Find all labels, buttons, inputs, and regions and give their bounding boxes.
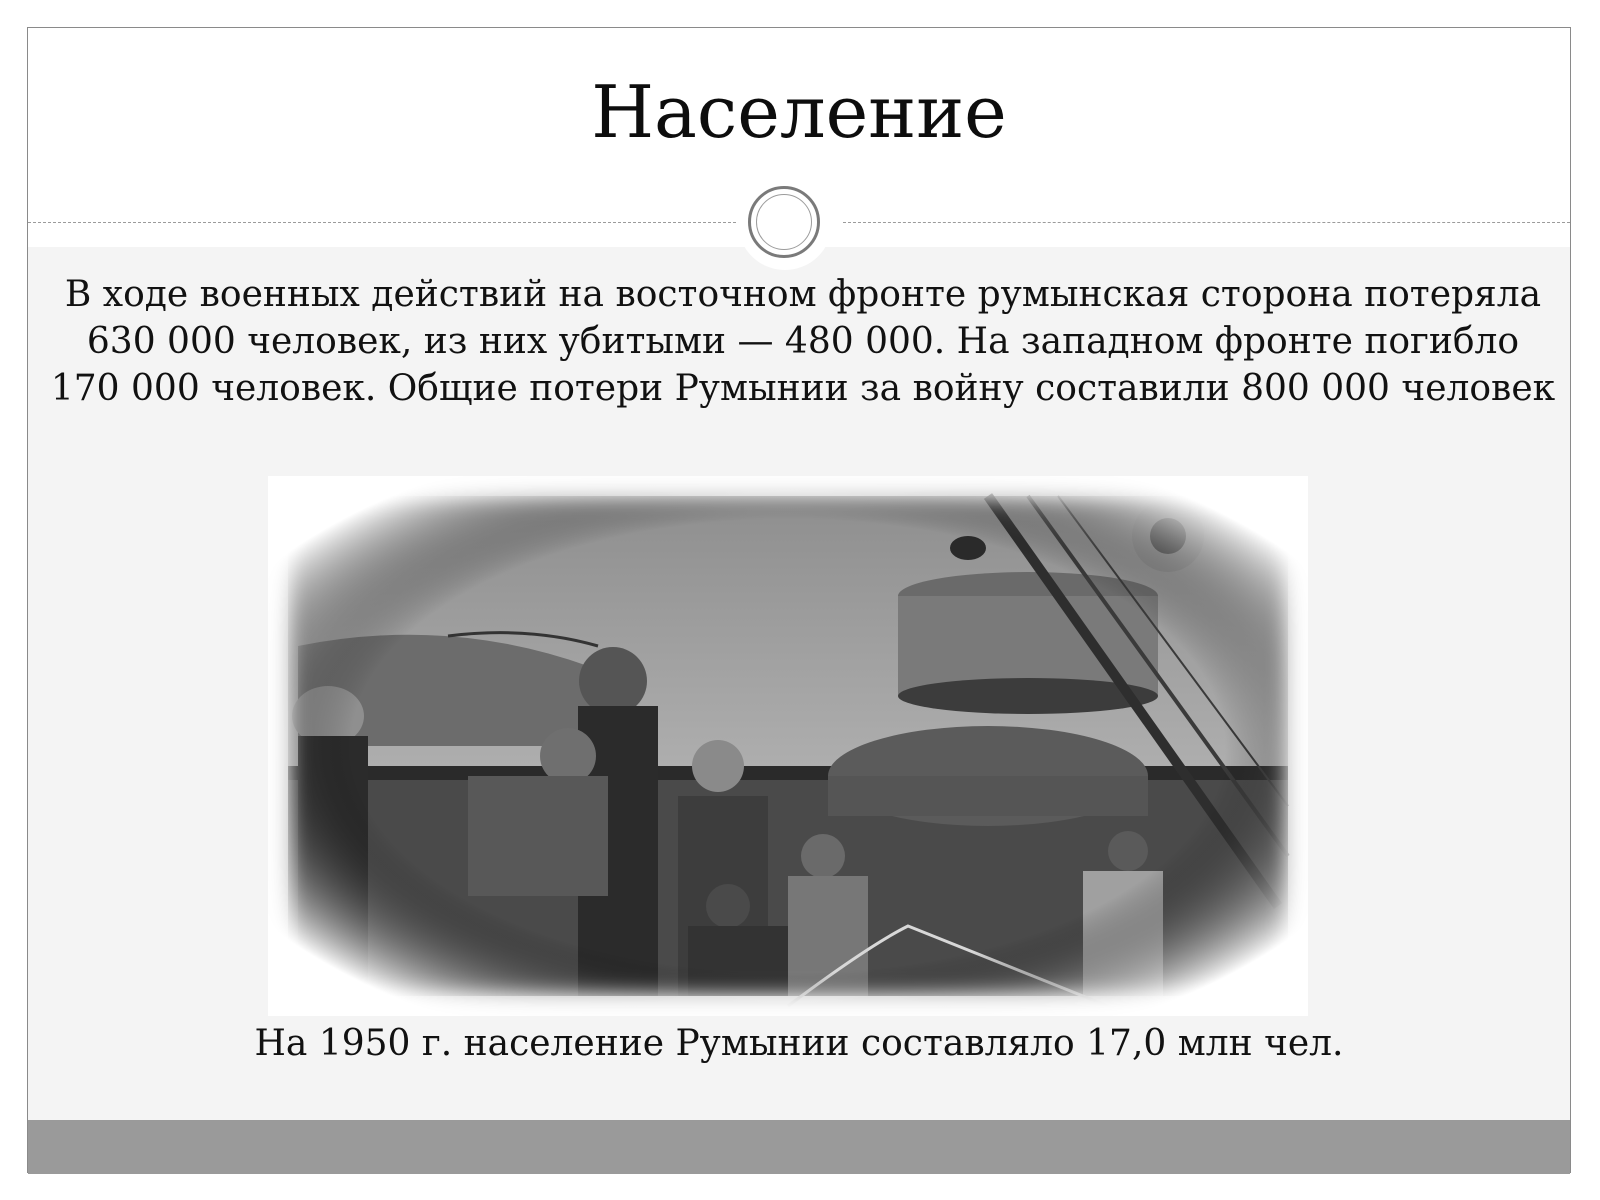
circle-ornament-icon [738, 176, 832, 270]
slide [27, 27, 1571, 1173]
divider-right [843, 222, 1570, 223]
historical-photo [268, 476, 1308, 1016]
divider-left [28, 222, 741, 223]
body-text: В ходе военных действий на восточном фронте румынская сторона потеряла 630 000 человек, из них убитыми — 480 000. На западном фронте погибло 170 000 человек. Общие потери Румынии за войну составили 800 000 человек [50, 274, 1556, 409]
photo-caption: На 1950 г. население Румынии составляло 17,0 млн чел. [254, 1023, 1344, 1064]
footer-bar [28, 1120, 1570, 1174]
photo-icon [268, 476, 1308, 1016]
slide-title: Население [591, 70, 1007, 154]
